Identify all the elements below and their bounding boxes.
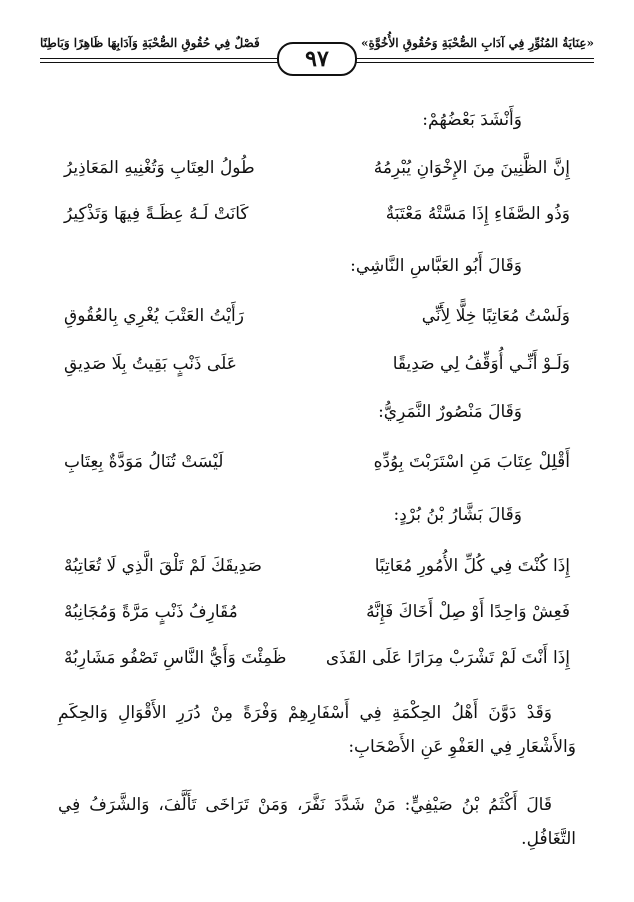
verse-line	[64, 306, 570, 336]
verse-second-hemistich: صَدِيقَكَ لَمْ تَلْقَ الَّذِي لَا تُعَاتِبُهْ	[64, 556, 262, 576]
verse-first-hemistich: إِذَا كُنْتَ فِي كُلِّ الأُمُورِ مُعَاتِبًا	[374, 556, 570, 576]
verse-line	[64, 556, 570, 586]
running-header	[40, 30, 594, 74]
header-book-title: «عِنَايَةُ المُنُوِّرِ فِي آدَابِ الصُّحْبَةِ وَحُقُوقِ الأُخُوَّةِ»	[361, 36, 594, 50]
verse-second-hemistich: طُولُ العِتَابِ وَتُغْنِيهِ المَعَاذِيرُ	[64, 158, 255, 178]
verse-first-hemistich: إِنَّ الظَّنِينَ مِنَ الإِخْوَانِ يُبْرِمُهُ	[373, 158, 570, 178]
prose-paragraph: وَقَدْ دَوَّنَ أَهْلُ الحِكْمَةِ فِي أَسْفَارِهِمْ وَفْرَةً مِنْ دُرَرِ الأَقْوَالِ وَالحِكَمِ وَالأَشْعَارِ فِي العَفْوِ عَنِ الأَصْحَابِ:	[58, 703, 576, 757]
verse-line	[64, 204, 570, 234]
verse-first-hemistich: وَلَسْتُ مُعَاتِبًا خِلًّا لِأَنِّي	[421, 306, 570, 326]
header-chapter-title: فَصْلٌ فِي حُقُوقِ الصُّحْبَةِ وَآدَابِهَا ظَاهِرًا وَبَاطِنًا	[40, 36, 260, 50]
verse-second-hemistich: ظَمِئْتَ وَأَيُّ النَّاسِ تَصْفُو مَشَارِبُهْ	[64, 648, 287, 668]
prose-block	[58, 696, 576, 764]
verse-line	[64, 354, 570, 384]
verse-first-hemistich: أَقْلِلْ عِتَابَ مَنِ اسْتَرَبْتَ بِوُدِّهِ	[373, 452, 570, 472]
verse-line	[64, 158, 570, 188]
verse-line	[64, 452, 570, 482]
poem-intro-line: وَقَالَ بَشَّارُ بْنُ بُرْدٍ:	[393, 505, 522, 525]
poem-intro-line: وَأَنْشَدَ بَعْضُهُمْ:	[422, 110, 522, 130]
verse-first-hemistich: فَعِشْ وَاحِدًا أَوْ صِلْ أَخَاكَ فَإِنَّهُ	[366, 602, 570, 622]
verse-second-hemistich: عَلَى ذَنْبٍ بَقِيتُ بِلَا صَدِيقِ	[64, 354, 237, 374]
poem-intro-line: وَقَالَ أَبُو العَبَّاسِ النَّاشِي:	[350, 256, 522, 276]
prose-block	[58, 788, 576, 856]
verse-second-hemistich: مُقَارِفُ ذَنْبٍ مَرَّةً وَمُجَانِبُهْ	[64, 602, 238, 622]
verse-second-hemistich: كَانَتْ لَـهُ عِظَـةً فِيهَا وَتَذْكِيرُ	[64, 204, 249, 224]
verse-first-hemistich: وَذُو الصَّفَاءِ إِذَا مَسَّتْهُ مَعْتَبَةٌ	[385, 204, 570, 224]
prose-paragraph: قَالَ أَكْثَمُ بْنُ صَيْفِيٍّ: مَنْ شَدَّدَ نَفَّرَ، وَمَنْ تَرَاخَى تَأَلَّفَ، وَالشَّرَفُ فِي التَّغَافُلِ.	[58, 795, 576, 849]
page-number: ٩٧	[277, 42, 357, 76]
verse-first-hemistich: وَلَـوْ أَنِّـي أُوَقِّفُ لِي صَدِيقًا	[392, 354, 570, 374]
verse-line	[64, 602, 570, 632]
verse-first-hemistich: إِذَا أَنْتَ لَمْ تَشْرَبْ مِرَارًا عَلَى القَذَى	[325, 648, 570, 668]
verse-second-hemistich: لَيْسَتْ تُنَالُ مَوَدَّةٌ بِعِتَابِ	[64, 452, 224, 472]
verse-line	[64, 648, 570, 678]
verse-second-hemistich: رَأَيْتُ العَتْبَ يُغْرِي بِالعُقُوقِ	[64, 306, 244, 326]
poem-intro-line: وَقَالَ مَنْصُورٌ النَّمَرِيُّ:	[378, 402, 522, 422]
